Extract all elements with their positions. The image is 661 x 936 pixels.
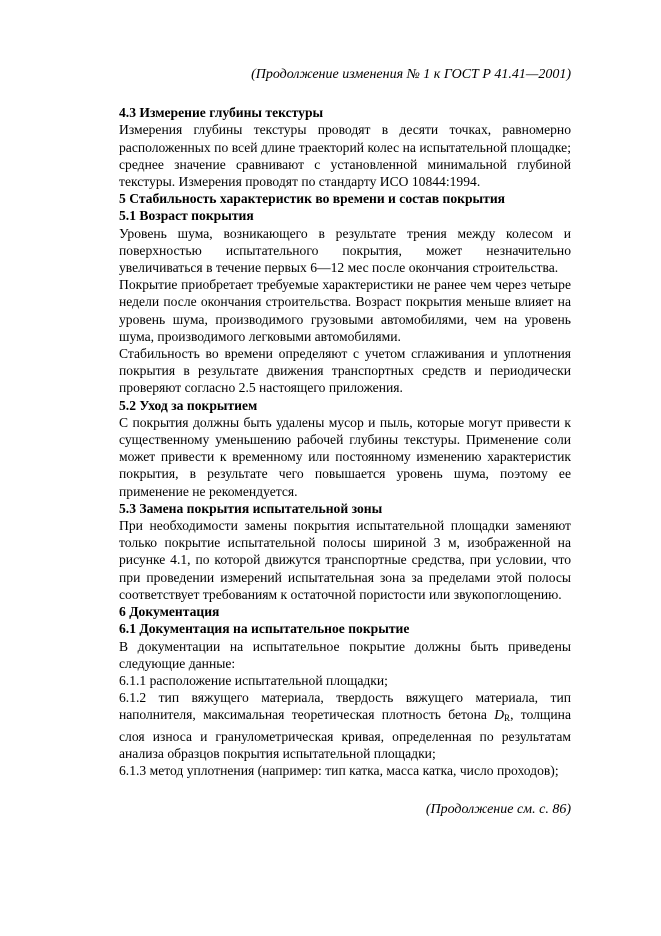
section-6-1-paragraph: В документации на испытательное покрытие должны быть приведены следующие данные: bbox=[119, 638, 571, 671]
section-4-3-title: 4.3 Измерение глубины текстуры bbox=[119, 105, 324, 121]
page-header: (Продолжение изменения № 1 к ГОСТ Р 41.41—2001) bbox=[251, 67, 571, 82]
item-6-1-2-text-a: 6.1.2 тип вяжущего материала, твердость вяжущего материала, тип наполнителя, максимальная теоретическая плотность бетона bbox=[119, 690, 571, 723]
section-5-3-paragraph: При необходимости замены покрытия испытательной площадки заменяют только покрытие испытательной полосы шириной 3 м, изображенной на рисунке 4.1, по которой движутся транспортные средства, при условии, что при проведении измерений испытательная зона за пределами этой полосы соответствует требованиям к остаточной пористости или звукопоглощению. bbox=[119, 518, 571, 602]
section-5-3-title: 5.3 Замена покрытия испытательной зоны bbox=[119, 500, 383, 516]
section-6-title: 6 Документация bbox=[119, 604, 220, 620]
item-6-1-1: 6.1.1 расположение испытательной площадки; bbox=[119, 672, 388, 688]
density-symbol: D bbox=[494, 707, 505, 723]
section-5-1-paragraph-3: Стабильность во времени определяют с учетом сглаживания и уплотнения покрытия в результате движения транспортных средств и периодически проверяют согласно 2.5 настоящего приложения. bbox=[119, 346, 571, 396]
section-6-1-title: 6.1 Документация на испытательное покрытие bbox=[119, 621, 410, 637]
item-6-1-3: 6.1.3 метод уплотнения (например: тип катка, масса катка, число проходов); bbox=[119, 762, 559, 778]
document-page bbox=[119, 66, 571, 818]
item-6-1-2-text-b: , толщина слоя износа и гранулометрическая кривая, определенная по результатам анализа образцов покрытия испытательной площадки; bbox=[119, 707, 571, 761]
section-5-1-paragraph-2: Покрытие приобретает требуемые характеристики не ранее чем через четыре недели после окончания строительства. Возраст покрытия меньше влияет на уровень шума, производимого грузовыми автомобилями, чем на уровень шума, производимого легковыми автомобилями. bbox=[119, 277, 571, 344]
section-5-2-paragraph: С покрытия должны быть удалены мусор и пыль, которые могут привести к существенному уменьшению рабочей глубины текстуры. Применение соли может привести к временному или постоянному изменению характеристик покрытия, в результате чего повышается уровень шума, поэтому ее применение не рекомендуется. bbox=[119, 414, 571, 499]
page-footer: (Продолжение см. с. 86) bbox=[425, 802, 571, 818]
section-5-1-title: 5.1 Возраст покрытия bbox=[119, 208, 254, 224]
section-5-1-paragraph-1: Уровень шума, возникающего в результате трения между колесом и поверхностью испытательного покрытия, может незначительно увеличиваться в течение первых 6—12 мес после окончания строительства. bbox=[119, 225, 571, 276]
section-5-2-title: 5.2 Уход за покрытием bbox=[119, 397, 258, 413]
item-6-1-2 bbox=[119, 689, 571, 762]
density-subscript: R bbox=[504, 713, 511, 724]
section-5-title: 5 Стабильность характеристик во времени и состав покрытия bbox=[119, 191, 506, 207]
section-4-3-paragraph: Измерения глубины текстуры проводят в десяти точках, равномерно расположенных по всей длине траекторий колес на испытательной площадке; среднее значение сравнивают с установленной минимальной глубиной текстуры. Измерения проводят по стандарту ИСО 10844:1994. bbox=[119, 122, 571, 190]
